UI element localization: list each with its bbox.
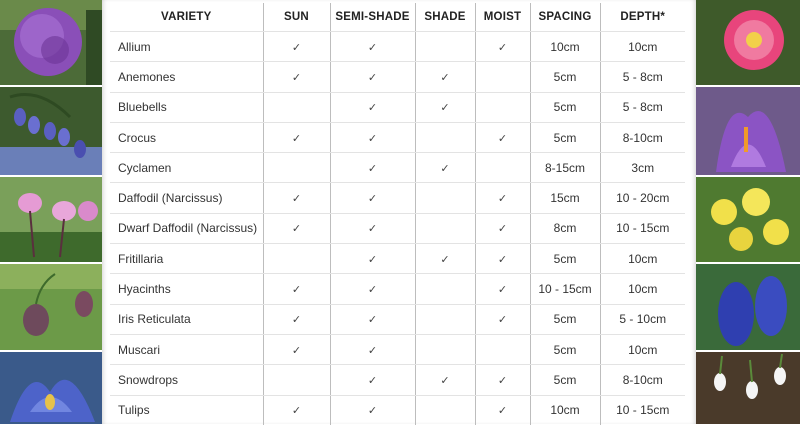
col-header-moist: MOIST [475,3,530,32]
table-header-row [110,3,685,32]
cell-spacing: 5cm [530,304,600,334]
table-row [110,395,685,425]
cell-moist [475,365,530,395]
cell-semi [330,334,415,364]
cell-semi [330,213,415,243]
daffodil-photo [696,177,800,262]
check-icon: ✓ [291,284,302,297]
right-photo-column [696,0,800,424]
col-header-sun: SUN [263,3,330,32]
cell-shade [415,304,475,334]
table-row [110,32,685,62]
cell-spacing: 8-15cm [530,153,600,183]
bulb-planting-table-panel [102,0,696,424]
cell-semi [330,62,415,92]
check-icon: ✓ [367,374,378,387]
cell-depth: 8-10cm [600,122,685,152]
cell-semi [330,92,415,122]
cell-depth: 10 - 15cm [600,213,685,243]
check-icon: ✓ [440,374,450,387]
cell-variety: Iris Reticulata [110,304,263,334]
cell-semi [330,122,415,152]
cell-semi [330,183,415,213]
table-row [110,244,685,274]
check-icon: ✓ [497,374,508,387]
check-icon: ✓ [367,284,378,297]
snowdrop-photo [696,352,800,424]
check-icon: ✓ [367,405,378,418]
check-icon: ✓ [367,193,378,206]
cell-variety: Dwarf Daffodil (Narcissus) [110,213,263,243]
cell-depth: 8-10cm [600,365,685,395]
anemone-photo [696,0,800,85]
cyclamen-photo [0,177,102,262]
check-icon: ✓ [497,132,508,145]
cell-moist [475,153,530,183]
cell-depth: 5 - 8cm [600,92,685,122]
cell-depth: 5 - 8cm [600,62,685,92]
cell-sun [263,213,330,243]
cell-moist [475,244,530,274]
cell-depth: 10 - 20cm [600,183,685,213]
check-icon: ✓ [497,193,508,206]
cell-sun [263,32,330,62]
cell-shade [415,334,475,364]
allium-photo [0,0,102,85]
cell-sun [263,244,330,274]
check-icon: ✓ [367,253,378,266]
cell-semi [330,395,415,425]
cell-spacing: 5cm [530,62,600,92]
cell-moist [475,395,530,425]
cell-shade [415,92,475,122]
table-row [110,183,685,213]
cell-spacing: 5cm [530,244,600,274]
cell-variety: Allium [110,32,263,62]
cell-sun [263,62,330,92]
cell-moist [475,334,530,364]
cell-semi [330,153,415,183]
cell-depth: 10 - 15cm [600,395,685,425]
table-row [110,122,685,152]
cell-depth: 10cm [600,244,685,274]
col-header-variety: VARIETY [110,3,263,32]
check-icon: ✓ [497,223,508,236]
check-icon: ✓ [497,284,508,297]
left-photo-column [0,0,102,424]
check-icon: ✓ [497,405,508,418]
check-icon: ✓ [367,314,378,327]
check-icon: ✓ [440,71,450,84]
col-header-semi-shade: SEMI-SHADE [330,3,415,32]
check-icon: ✓ [367,223,378,236]
cell-depth: 3cm [600,153,685,183]
cell-variety: Snowdrops [110,365,263,395]
cell-moist [475,274,530,304]
cell-shade [415,213,475,243]
check-icon: ✓ [291,71,302,84]
cell-variety: Bluebells [110,92,263,122]
col-header-spacing: SPACING [530,3,600,32]
check-icon: ✓ [367,41,378,54]
crocus-photo [696,87,800,175]
cell-spacing: 5cm [530,122,600,152]
check-icon: ✓ [440,253,450,266]
cell-sun [263,153,330,183]
check-icon: ✓ [440,162,450,175]
iris-photo [0,352,102,424]
cell-variety: Anemones [110,62,263,92]
hyacinth-photo [696,264,800,350]
check-icon: ✓ [291,41,302,54]
cell-shade [415,365,475,395]
cell-variety: Hyacinths [110,274,263,304]
col-header-depth: DEPTH* [600,3,685,32]
cell-moist [475,213,530,243]
cell-depth: 5 - 10cm [600,304,685,334]
check-icon: ✓ [291,132,302,145]
check-icon: ✓ [497,41,508,54]
cell-spacing: 10cm [530,32,600,62]
table-row [110,274,685,304]
col-header-shade: SHADE [415,3,475,32]
check-icon: ✓ [291,193,302,206]
cell-depth: 10cm [600,334,685,364]
table-row [110,62,685,92]
cell-moist [475,92,530,122]
cell-sun [263,122,330,152]
check-icon: ✓ [291,223,302,236]
cell-variety: Fritillaria [110,244,263,274]
cell-shade [415,122,475,152]
cell-moist [475,32,530,62]
cell-shade [415,183,475,213]
cell-moist [475,122,530,152]
cell-semi [330,274,415,304]
cell-semi [330,304,415,334]
check-icon: ✓ [367,132,378,145]
cell-shade [415,274,475,304]
table-row [110,213,685,243]
check-icon: ✓ [291,405,302,418]
cell-variety: Daffodil (Narcissus) [110,183,263,213]
table-row [110,365,685,395]
fritillaria-photo [0,264,102,350]
cell-sun [263,92,330,122]
cell-spacing: 10cm [530,395,600,425]
check-icon: ✓ [367,344,378,357]
check-icon: ✓ [367,162,378,175]
bulb-planting-table [110,3,685,425]
cell-sun [263,183,330,213]
cell-spacing: 5cm [530,92,600,122]
cell-depth: 10cm [600,274,685,304]
cell-shade [415,62,475,92]
cell-variety: Muscari [110,334,263,364]
table-row [110,334,685,364]
cell-moist [475,62,530,92]
cell-semi [330,244,415,274]
cell-spacing: 15cm [530,183,600,213]
check-icon: ✓ [291,344,302,357]
cell-sun [263,304,330,334]
cell-sun [263,365,330,395]
cell-sun [263,334,330,364]
table-row [110,304,685,334]
cell-sun [263,395,330,425]
cell-variety: Cyclamen [110,153,263,183]
cell-semi [330,32,415,62]
cell-variety: Crocus [110,122,263,152]
check-icon: ✓ [367,102,378,115]
check-icon: ✓ [440,102,450,115]
cell-spacing: 5cm [530,334,600,364]
cell-semi [330,365,415,395]
cell-shade [415,153,475,183]
cell-variety: Tulips [118,403,150,418]
check-icon: ✓ [497,314,508,327]
cell-moist [475,183,530,213]
check-icon: ✓ [367,71,378,84]
cell-spacing: 5cm [530,365,600,395]
cell-spacing: 8cm [530,213,600,243]
cell-moist [475,304,530,334]
cell-depth: 10cm [600,32,685,62]
cell-sun [263,274,330,304]
table-row [110,92,685,122]
table-row [110,153,685,183]
check-icon: ✓ [497,253,508,266]
check-icon: ✓ [291,314,302,327]
cell-shade [415,32,475,62]
bluebells-photo [0,87,102,175]
cell-shade [415,395,475,425]
cell-shade [415,244,475,274]
cell-spacing: 10 - 15cm [530,274,600,304]
